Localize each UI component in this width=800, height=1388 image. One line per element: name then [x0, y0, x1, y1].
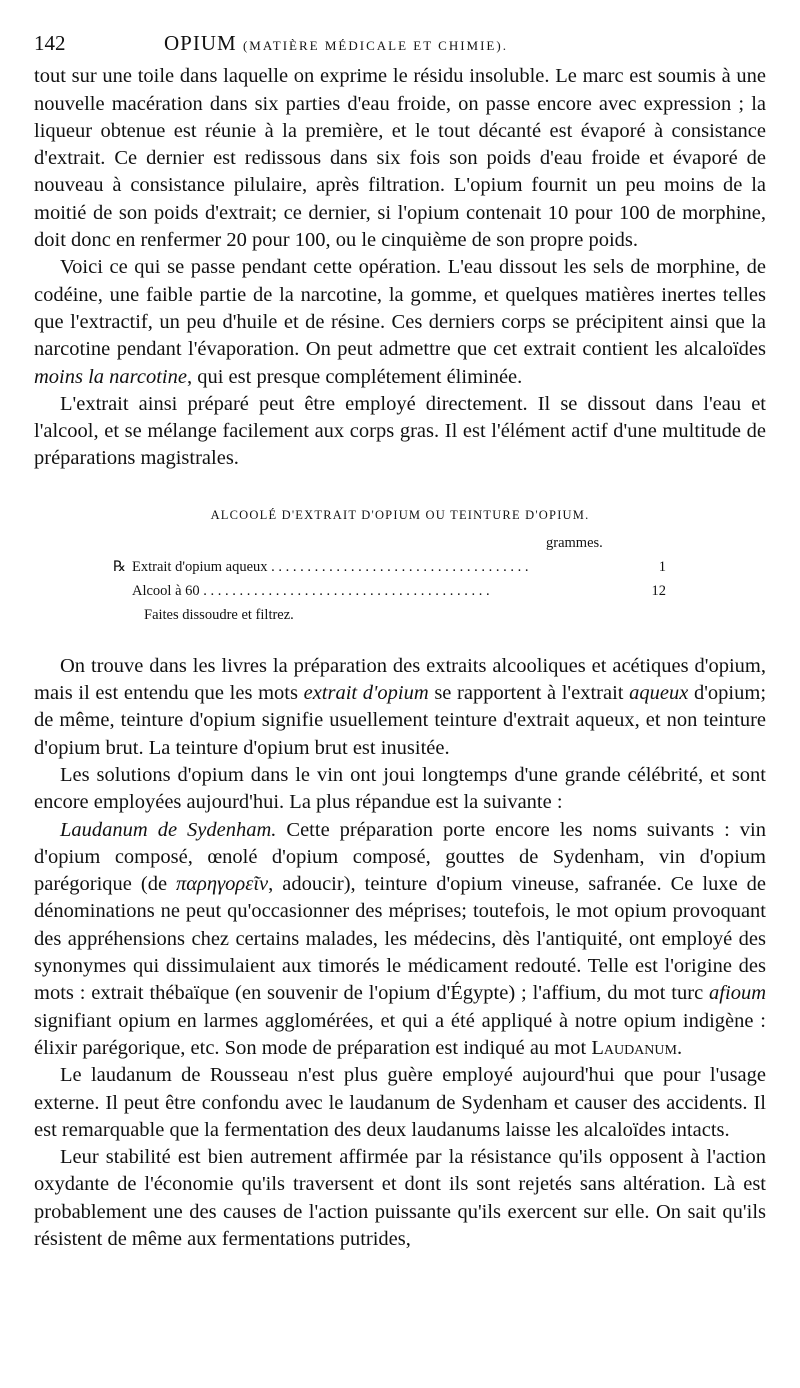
para4-emphasis: aqueux — [629, 682, 689, 705]
recipe-instruction: Faites dissoudre et filtrez. — [144, 606, 294, 623]
para2-text: Voici ce qui se passe pendant cette opération. L'eau dissout les sels de morphine, de codéine, une faible partie de la narcotine, la gomme, et quelques matières inertes telles que l'extractif, un peu d'huile et de résine. Ces derniers corps se précipitent ainsi que la narcotine pendant l'évaporation. On peut admettre que cet extrait contient les alcaloïdes — [34, 256, 766, 361]
recipe-symbol — [34, 579, 132, 603]
para4-emphasis: extrait d'opium — [303, 682, 429, 705]
para4-text: On trouve dans les livres la préparation des extraits alcooliques et acétiques d'opium, mais il est entendu que les mots — [34, 654, 766, 705]
para2-text-end: , qui est presque complétement éliminée. — [186, 365, 523, 388]
greek-word: παρηγορεῖν — [176, 873, 269, 896]
running-title: OPIUM — [164, 31, 237, 55]
para6-text: . — [676, 1036, 683, 1059]
paragraph-extract-usage: L'extrait ainsi préparé peut être employé directement. Il se dissout dans l'eau et l'alcool, et se mélange facilement aux corps gras. Il est l'élément actif d'une multitude de préparations magistrales. — [34, 392, 766, 470]
recipe-ingredient: Extrait d'opium aqueux . . . . . . . . . . . . . . . . . . . . . . . . . . . . . . . . . . . . — [132, 558, 529, 575]
page-number: 142 — [34, 31, 66, 55]
page-header — [34, 30, 766, 59]
para6-text: , adoucir), teinture d'opium vineuse, safranée. Ce luxe de dénominations ne peut qu'occasionner des méprises; toutefois, le mot opium provoquant des appréhensions chez certains malades, les médecins, dès l'antiquité, ont employé des synonymes qui dissimulaient aux timorés le médicament redouté. Telle est l'origine des mots : extrait thébaïque (en souvenir de l'opium d'Égypte) ; l'affium, du mot turc — [34, 873, 766, 1005]
para4-text: d'opium; de même, teinture d'opium signifie usuellement teinture d'extrait aqueux, et non teinture d'opium brut. La teinture d'opium brut est inusitée. — [34, 682, 767, 759]
para4-text: se rapportent à l'extrait — [428, 682, 630, 705]
paragraph-wine-solutions: Les solutions d'opium dans le vin ont joui longtemps d'une grande célébrité, et sont encore employées aujourd'hui. La plus répandue est la suivante : — [34, 763, 766, 814]
paragraph-laudanum-sydenham — [34, 817, 766, 1063]
ingredient-name: Extrait d'opium aqueux — [132, 558, 268, 575]
running-head — [164, 30, 508, 59]
recipe-symbol: ℞ — [113, 558, 126, 575]
recipe-row — [34, 579, 766, 603]
recipe-ingredient: Alcool à 60 . . . . . . . . . . . . . . . . . . . . . . . . . . . . . . . . . . . . . . . . — [132, 582, 490, 599]
recipe-unit: grammes. — [546, 534, 603, 551]
para2-emphasis: moins la narcotine — [34, 365, 187, 388]
paragraph-stability: Leur stabilité est bien autrement affirmée par la résistance qu'ils opposent à l'action oxydante de l'économie qu'ils traversent et dont ils sont rejetés sans altération. Là est probablement une des causes de l'action puissante qu'ils exercent sur elle. On sait qu'ils résistent de même aux fermentations putrides, — [34, 1146, 766, 1250]
recipe-title: ALCOOLÉ D'EXTRAIT D'OPIUM OU TEINTURE D'OPIUM. — [210, 507, 590, 522]
paragraph-extract-terms — [34, 653, 766, 762]
laudanum-title: Laudanum de Sydenham. — [60, 818, 277, 841]
para6-text: Cette préparation porte encore les noms suivants : vin d'opium composé, œnolé d'opium composé, gouttes de Sydenham, vin d'opium parégorique (de — [34, 818, 766, 896]
recipe-block — [34, 503, 766, 627]
ingredient-name: Alcool à 60 — [132, 582, 200, 599]
cross-reference: Laudanum — [591, 1036, 677, 1059]
recipe-quantity: 12 — [651, 582, 666, 599]
running-subtitle: (MATIÈRE MÉDICALE ET CHIMIE). — [242, 38, 508, 53]
para6-emphasis: afioum — [709, 982, 766, 1005]
paragraph-laudanum-rousseau: Le laudanum de Rousseau n'est plus guère employé aujourd'hui que pour l'usage externe. Il peut être confondu avec le laudanum de Sydenham et causer des accidents. Il est remarquable que la fermentation des deux laudanums laisse les alcaloïdes intacts. — [34, 1064, 766, 1141]
para6-text: signifiant opium en larmes agglomérées, et qui a été appliqué à notre opium indigène : élixir parégorique, etc. Son mode de préparation est indiqué au mot — [34, 1009, 766, 1059]
recipe-quantity: 1 — [658, 558, 666, 575]
paragraph-operation — [34, 254, 766, 390]
recipe-row — [34, 555, 766, 579]
paragraph-continued: tout sur une toile dans laquelle on exprime le résidu insoluble. Le marc est soumis à une nouvelle macération dans six parties d'eau froide, on passe encore avec expression ; la liqueur obtenue est réunie à la première, et le tout décanté est évaporé à consistance d'extrait. Ce dernier est redissous dans six fois son poids d'eau froide et évaporé de nouveau à consistance pilulaire, après filtration. L'opium fournit un peu moins de la moitié de son poids d'extrait; ce dernier, si l'opium contenait 10 pour 100 de morphine, doit donc en renfermer 20 pour 100, ou le cinquième de son propre poids. — [34, 65, 766, 252]
